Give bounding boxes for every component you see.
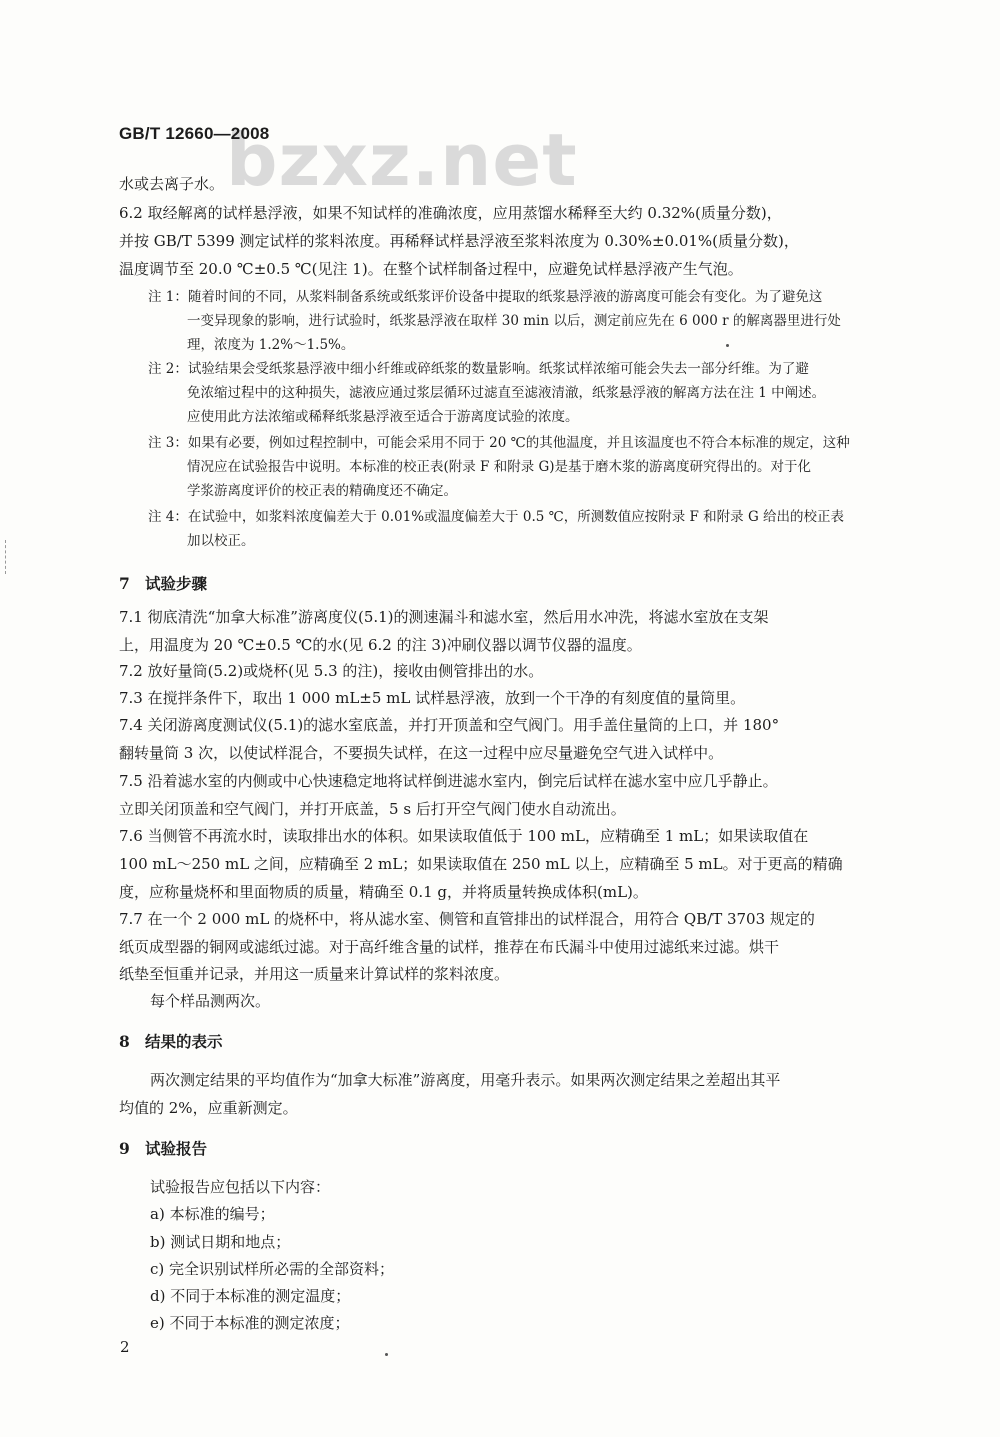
paragraph-line: 度，应称量烧杯和里面物质的质量，精确至 0.1 g，并将质量转换成体积(mL)。 [119, 883, 648, 901]
note-line: 注 3：如果有必要，例如过程控制中，可能会采用不同于 20 ℃的其他温度，并且该温度也不符合本标准的规定，这种 [148, 435, 850, 451]
paragraph-line: 纸垫至恒重并记录，并用这一质量来计算试样的浆料浓度。 [119, 965, 510, 983]
paragraph-line: 翻转量筒 3 次，以使试样混合，不要损失试样，在这一过程中应尽量避免空气进入试样中。 [119, 744, 724, 762]
paragraph-line: 100 mL～250 mL 之间，应精确至 2 mL；如果读取值在 250 mL 以上，应精确至 5 mL。对于更高的精确 [119, 855, 843, 873]
section-title: 结果的表示 [145, 1032, 223, 1051]
paragraph-line: 纸页成型器的铜网或滤纸过滤。对于高纤维含量的试样，推荐在布氏漏斗中使用过滤纸来过滤。烘干 [119, 938, 780, 956]
note-line: 一变异现象的影响，进行试验时，纸浆悬浮液在取样 30 min 以后，测定前应先在 6 000 r 的解离器里进行处 [187, 313, 841, 329]
section-heading-9 [119, 1137, 207, 1159]
paragraph-line: 每个样品测两次。 [150, 992, 271, 1010]
scan-speck [385, 1353, 388, 1356]
paragraph-line: 两次测定结果的平均值作为“加拿大标准”游离度，用毫升表示。如果两次测定结果之差超出其平 [150, 1071, 781, 1089]
list-item: d) 不同于本标准的测定温度； [150, 1287, 351, 1305]
section-number: 7 [119, 574, 130, 593]
section-heading-7 [119, 572, 207, 594]
paragraph-line: 并按 GB/T 5399 测定试样的浆料浓度。再稀释试样悬浮液至浆料浓度为 0.30%±0.01%(质量分数)， [119, 232, 799, 250]
paragraph-line: 7.4 关闭游离度测试仪(5.1)的滤水室底盖，并打开顶盖和空气阀门。用手盖住量筒的上口，并 180° [119, 716, 780, 734]
section-number: 8 [119, 1032, 130, 1051]
paragraph-line: 7.1 彻底清洗“加拿大标准”游离度仪(5.1)的测速漏斗和滤水室，然后用水冲洗，将滤水室放在支架 [119, 608, 769, 626]
paragraph-line: 7.7 在一个 2 000 mL 的烧杯中，将从滤水室、侧管和直管排出的试样混合，用符合 QB/T 3703 规定的 [119, 910, 815, 928]
note-line: 注 4：在试验中，如浆料浓度偏差大于 0.01%或温度偏差大于 0.5 ℃，所测数值应按附录 F 和附录 G 给出的校正表 [148, 509, 845, 525]
scan-speck [726, 344, 729, 347]
note-line: 理，浓度为 1.2%～1.5%。 [187, 337, 355, 353]
list-item: c) 完全识别试样所必需的全部资料； [150, 1260, 395, 1278]
paragraph-line: 均值的 2%，应重新测定。 [119, 1099, 298, 1117]
section-title: 试验步骤 [145, 574, 208, 593]
note-line: 加以校正。 [187, 533, 255, 549]
paragraph-line: 水或去离子水。 [119, 175, 225, 193]
note-line: 情况应在试验报告中说明。本标准的校正表(附录 F 和附录 G)是基于磨木浆的游离度研究得出的。对于化 [187, 459, 812, 475]
paragraph-line: 7.2 放好量筒(5.2)或烧杯(见 5.3 的注)，接收由侧管排出的水。 [119, 662, 544, 680]
paragraph-line: 7.6 当侧管不再流水时，读取排出水的体积。如果读取值低于 100 mL，应精确至 1 mL；如果读取值在 [119, 827, 809, 845]
section-number: 9 [119, 1139, 130, 1158]
document-code-header: GB/T 12660—2008 [119, 124, 270, 143]
note-line: 应使用此方法浓缩或稀释纸浆悬浮液至适合于游离度试验的浓度。 [187, 409, 579, 425]
paragraph-line: 试验报告应包括以下内容： [150, 1178, 331, 1196]
paragraph-line: 7.5 沿着滤水室的内侧或中心快速稳定地将试样倒进滤水室内，倒完后试样在滤水室中应几乎静止。 [119, 772, 778, 790]
note-line: 注 2：试验结果会受纸浆悬浮液中细小纤维或碎纸浆的数量影响。纸浆试样浓缩可能会失去一部分纤维。为了避 [148, 361, 809, 377]
paragraph-line: 上，用温度为 20 ℃±0.5 ℃的水(见 6.2 的注 3)冲刷仪器以调节仪器的温度。 [119, 636, 642, 654]
paragraph-line: 6.2 取经解离的试样悬浮液，如果不知试样的准确浓度，应用蒸馏水稀释至大约 0.32%(质量分数)， [119, 204, 782, 222]
note-line: 免浓缩过程中的这种损失，滤液应通过浆层循环过滤直至滤液清澈，纸浆悬浮液的解离方法在注 1 中阐述。 [187, 385, 826, 401]
note-line: 注 1：随着时间的不同，从浆料制备系统或纸浆评价设备中提取的纸浆悬浮液的游离度可能会有变化。为了避免这 [148, 289, 823, 305]
list-item: a) 本标准的编号； [150, 1205, 275, 1223]
list-item: b) 测试日期和地点； [150, 1233, 291, 1251]
section-title: 试验报告 [145, 1139, 208, 1158]
watermark: bzxz.net [226, 118, 578, 202]
paragraph-line: 温度调节至 20.0 ℃±0.5 ℃(见注 1)。在整个试样制备过程中，应避免试样悬浮液产生气泡。 [119, 260, 743, 278]
section-heading-8 [119, 1030, 223, 1052]
paragraph-line: 7.3 在搅拌条件下，取出 1 000 mL±5 mL 试样悬浮液，放到一个干净的有刻度值的量筒里。 [119, 689, 746, 707]
paragraph-line: 立即关闭顶盖和空气阀门，并打开底盖，5 s 后打开空气阀门使水自动流出。 [119, 800, 626, 818]
list-item: e) 不同于本标准的测定浓度； [150, 1314, 350, 1332]
margin-mark [5, 540, 8, 574]
note-line: 学浆游离度评价的校正表的精确度还不确定。 [187, 483, 457, 499]
page-number: 2 [120, 1338, 130, 1356]
